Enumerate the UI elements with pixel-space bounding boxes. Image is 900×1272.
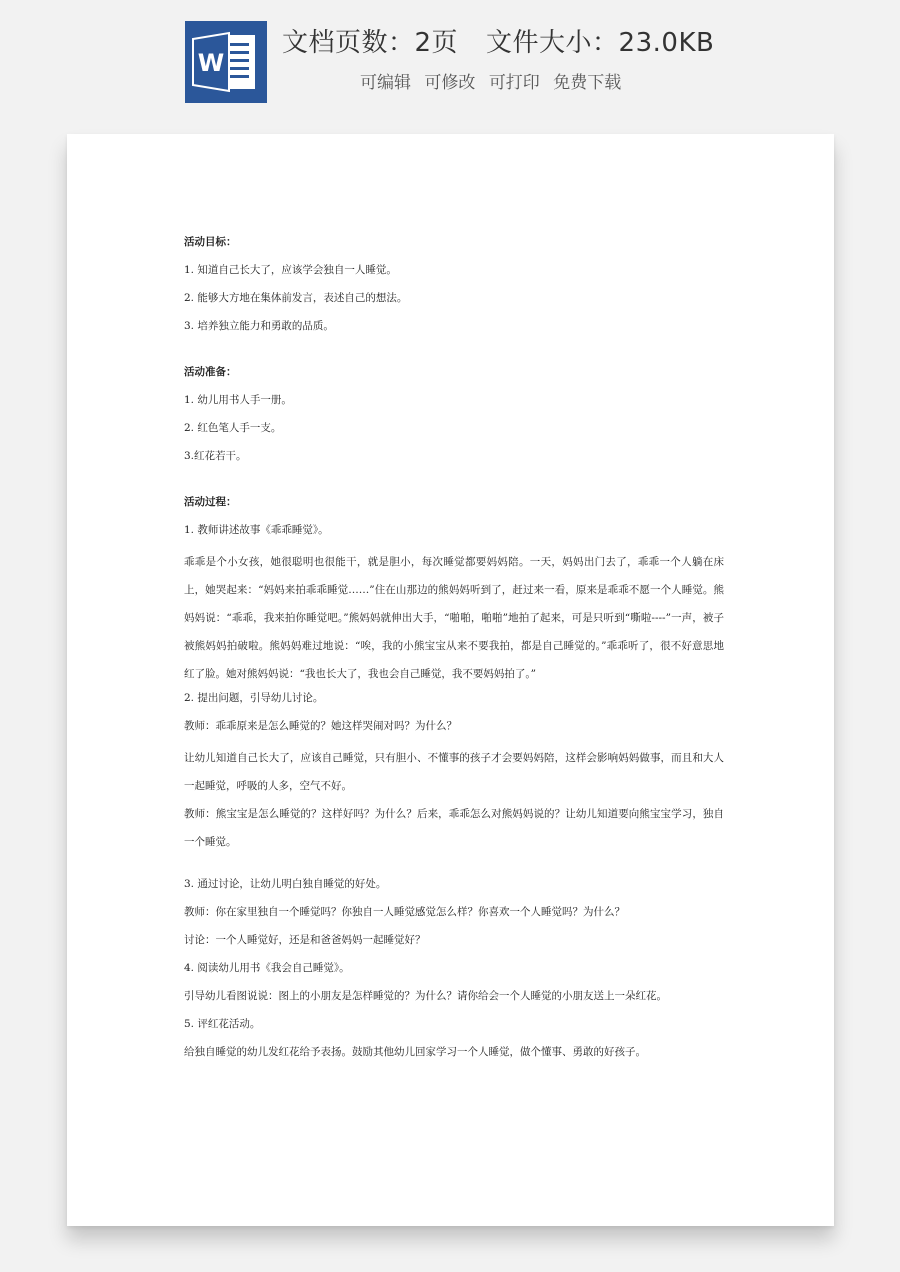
action-printable: 可打印 — [488, 73, 540, 93]
action-free-download: 免费下载 — [553, 73, 622, 93]
preparation-heading: 活动准备： — [184, 366, 237, 378]
teacher-question-2: 教师：熊宝宝是怎么睡觉的？这样好吗？为什么？后来，乖乖怎么对熊妈妈说的？让幼儿知道要向熊宝宝学习，独自一个睡觉。 — [184, 808, 724, 848]
step-3-title: 3. 通过讨论，让幼儿明白独自睡觉的好处。 — [184, 878, 387, 890]
preparation-item: 2. 红色笔人手一支。 — [184, 422, 282, 434]
document-meta-title — [282, 22, 714, 59]
teacher-question-3: 教师：你在家里独自一个睡觉吗？你独自一人睡觉感觉怎么样？你喜欢一个人睡觉吗？为什么？ — [184, 906, 625, 918]
goal-item: 2. 能够大方地在集体前发言，表述自己的想法。 — [184, 292, 408, 304]
action-editable: 可编辑 — [360, 73, 411, 93]
file-size-label: 文件大小：23.0KB — [486, 28, 715, 58]
document-info-header — [0, 0, 900, 120]
goals-heading: 活动目标： — [184, 236, 237, 248]
preparation-item: 1. 幼儿用书人手一册。 — [184, 394, 292, 406]
explanation-paragraph: 让幼儿知道自己长大了，应该自己睡觉，只有胆小、不懂事的孩子才会要妈妈陪，这样会影响妈妈做事，而且和大人一起睡觉，呼吸的人多，空气不好。 — [184, 752, 724, 792]
goal-item: 1. 知道自己长大了，应该学会独自一人睡觉。 — [184, 264, 397, 276]
document-body — [184, 232, 724, 1070]
word-document-icon — [185, 21, 267, 103]
preparation-item: 3.红花若干。 — [184, 450, 247, 462]
step-5-title: 5. 评红花活动。 — [184, 1018, 261, 1030]
story-paragraph: 乖乖是个小女孩，她很聪明也很能干，就是胆小，每次睡觉都要妈妈陪。一天，妈妈出门去了，乖乖一个人躺在床上，她哭起来：“妈妈来拍乖乖睡觉……”住在山那边的熊妈妈听到了，赶过来一看，原来是乖乖不愿一个人睡觉。熊妈妈说：“乖乖，我来拍你睡觉吧。”熊妈妈就伸出大手，“啪啪，啪啪”地拍了起来，可是只听到“嘶啦----”一声，被子被熊妈妈拍破啦。熊妈妈难过地说：“唉，我的小熊宝宝从来不要我拍，都是自己睡觉的。”乖乖听了，很不好意思地红了脸。她对熊妈妈说：“我也长大了，我也会自己睡觉，我不要妈妈拍了。” — [184, 556, 724, 680]
step-1-title: 1. 教师讲述故事《乖乖睡觉》。 — [184, 524, 329, 536]
process-heading: 活动过程： — [184, 496, 237, 508]
teacher-question-1: 教师：乖乖原来是怎么睡觉的？她这样哭闹对吗？为什么？ — [184, 720, 457, 732]
guide-line: 引导幼儿看图说说：图上的小朋友是怎样睡觉的？为什么？请你给会一个人睡觉的小朋友送上一朵红花。 — [184, 990, 667, 1002]
action-modifiable: 可修改 — [424, 73, 476, 93]
final-line: 给独自睡觉的幼儿发红花给予表扬。鼓励其他幼儿回家学习一个人睡觉，做个懂事、勇敢的好孩子。 — [184, 1046, 646, 1058]
discussion-line: 讨论：一个人睡觉好，还是和爸爸妈妈一起睡觉好？ — [184, 934, 426, 946]
word-icon-letter: W — [197, 49, 225, 77]
document-actions — [360, 68, 629, 93]
goal-item: 3. 培养独立能力和勇敢的品质。 — [184, 320, 334, 332]
step-4-title: 4. 阅读幼儿用书《我会自己睡觉》。 — [184, 962, 350, 974]
step-2-title: 2. 提出问题，引导幼儿讨论。 — [184, 692, 324, 704]
page-count-label: 文档页数：2页 — [282, 28, 459, 58]
document-page — [67, 134, 834, 1226]
